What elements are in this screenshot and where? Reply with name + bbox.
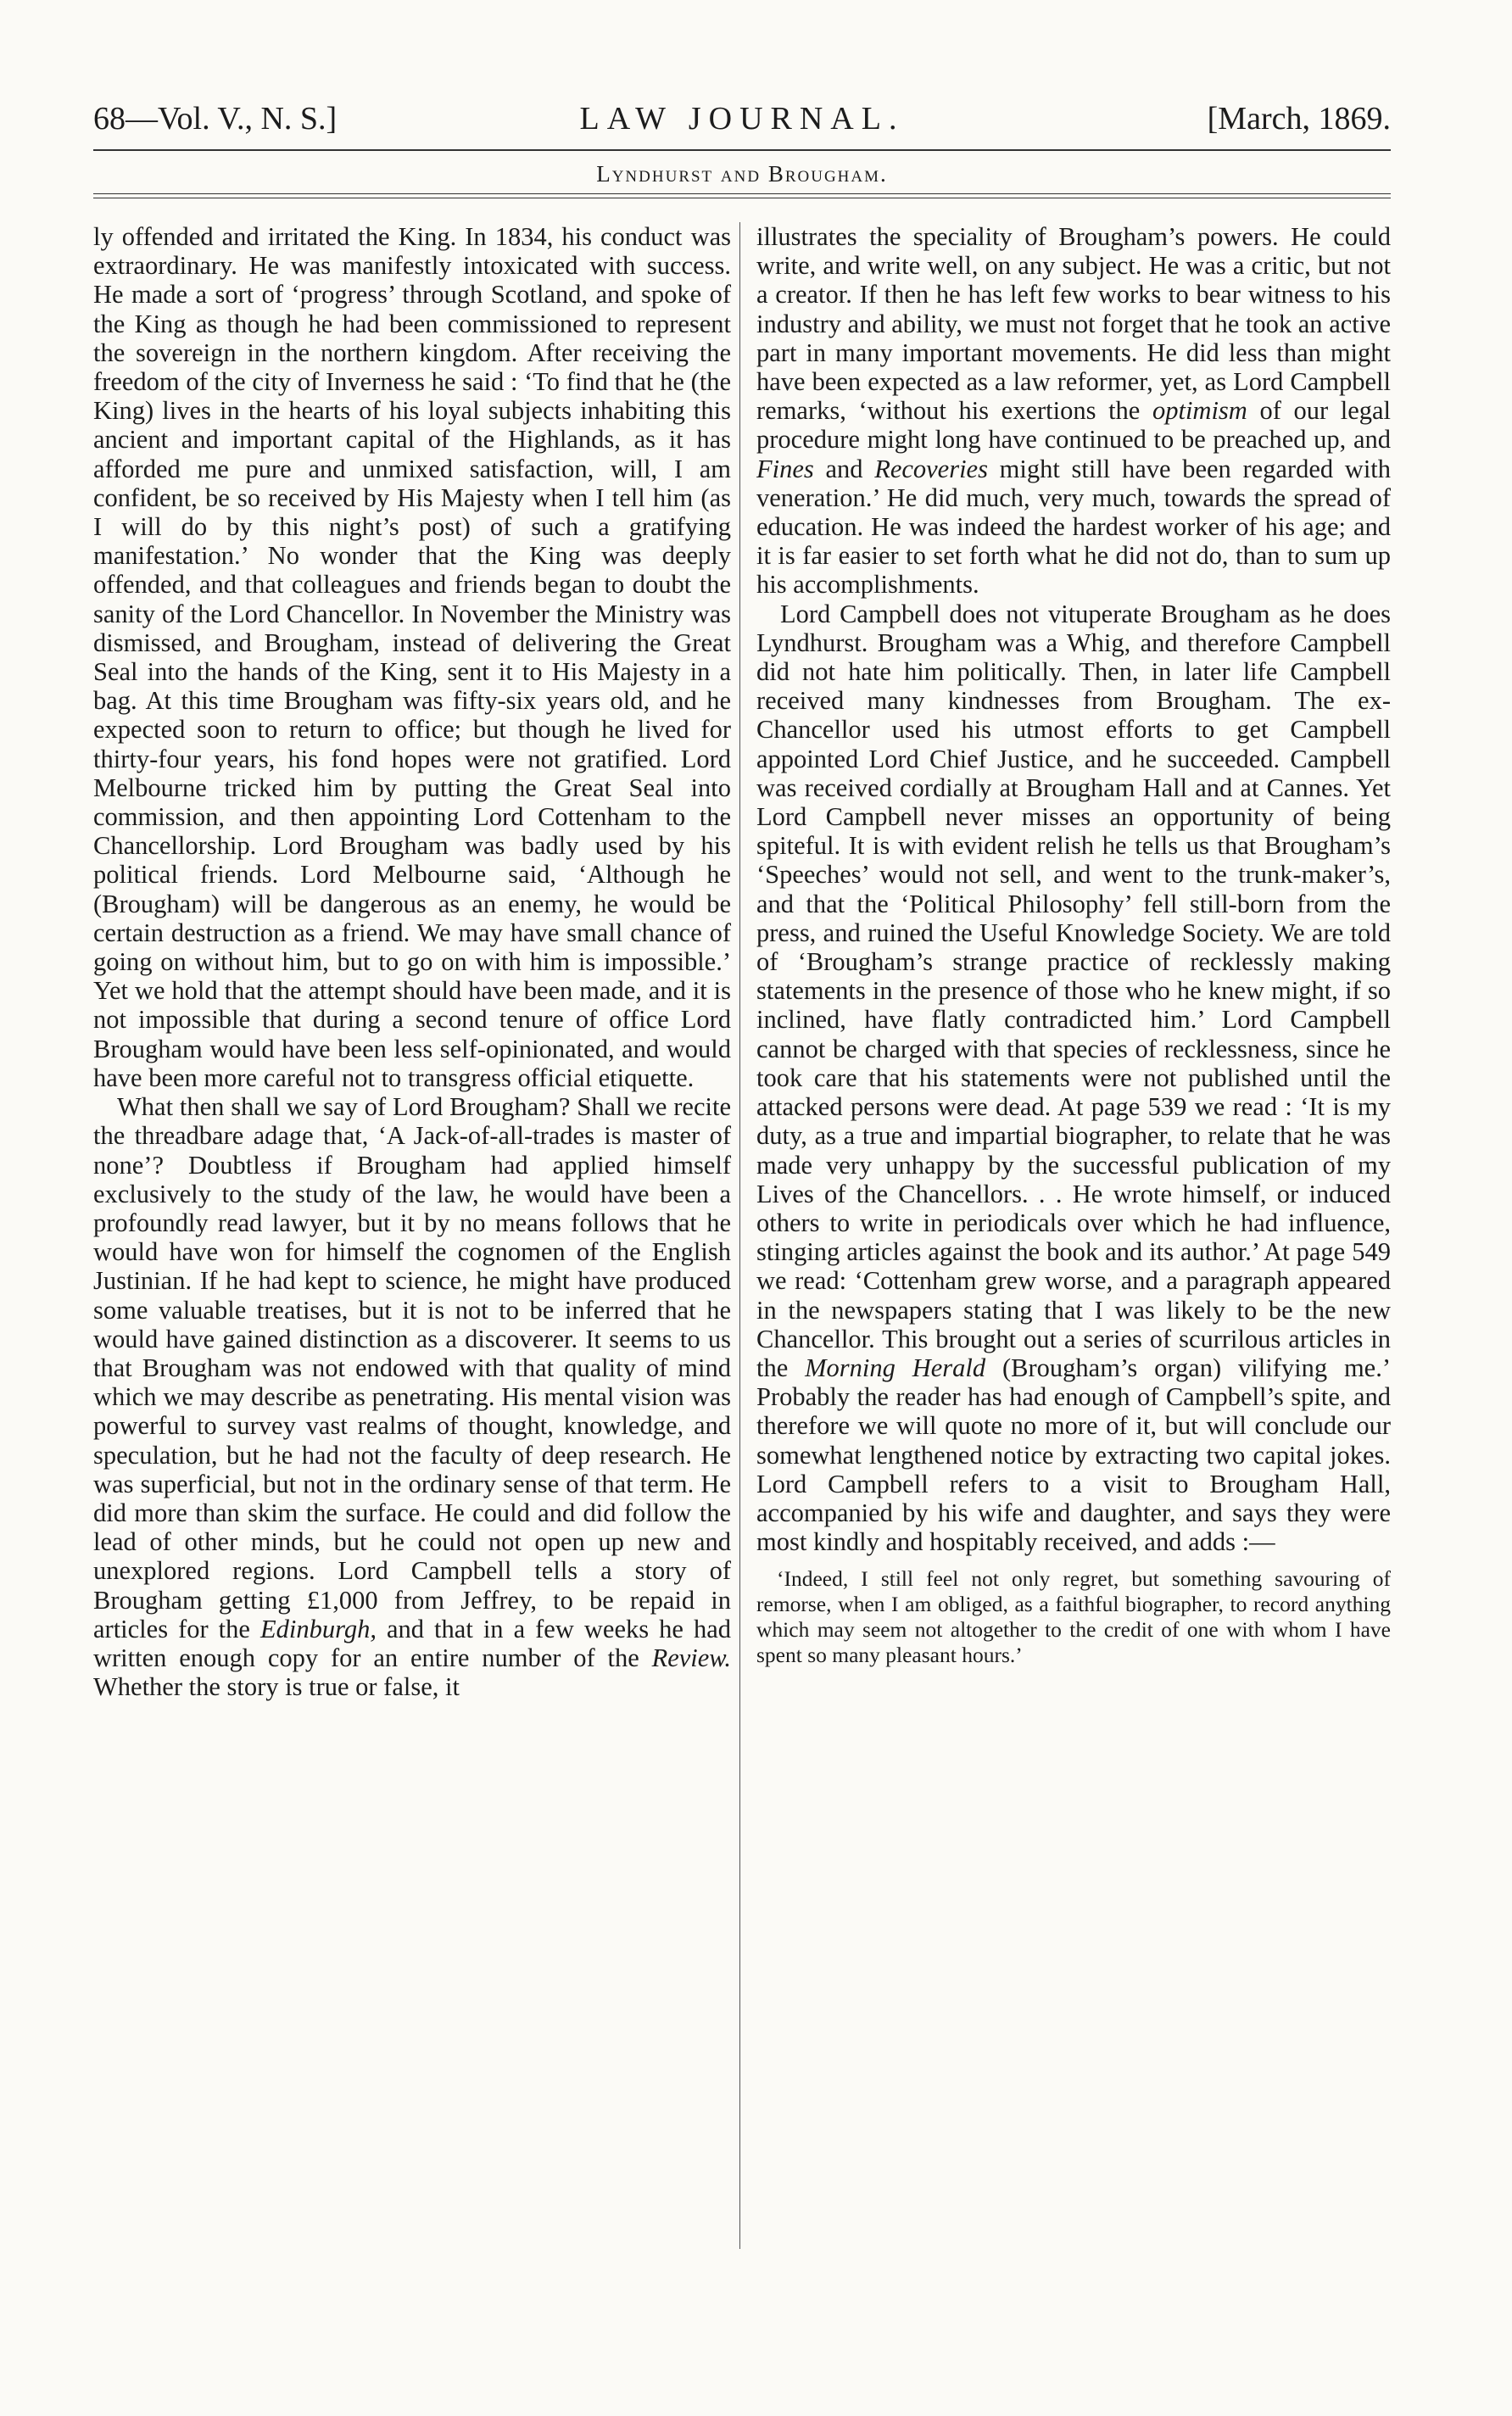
volume-info: 68—Vol. V., N. S.]: [93, 101, 338, 137]
left-column: [93, 222, 731, 1701]
block-quote: ‘Indeed, I still feel not only regret, but something savouring of remorse, when I am obliged, as a faithful biographer, to record anything which may seem not altogether to the credit of one with whom I have spent so many pleasant hours.’: [756, 1566, 1391, 1668]
paragraph: illustrates the speciality of Brougham’s powers. He could write, and write well, on any subject. He was a critic, but not a creator. If then he has left few works to bear witness to his industry and ability, we must not forget that he took an active part in many important movements. He did less than might have been expected as a law reformer, yet, as Lord Campbell remarks, ‘without his exertions the optimism of our legal procedure might long have continued to be preached up, and Fines and Recoveries might still have been regarded with veneration.’ He did much, very much, towards the spread of education. He was indeed the hardest worker of his age; and it is far easier to set forth what he did not do, than to sum up his accomplishments.: [756, 222, 1392, 600]
issue-date: [March, 1869.: [1207, 101, 1391, 137]
section-rule-top: [93, 193, 1391, 194]
header-rule: [93, 149, 1391, 151]
section-title: Lyndhurst and Brougham.: [596, 161, 888, 187]
paragraph: Lord Campbell does not vituperate Brougham as he does Lyndhurst. Brougham was a Whig, and therefore Campbell did not hate him politically. Then, in later life Campbell received many kindnesses from Brougham. The ex-Chancellor used his utmost efforts to get Campbell appointed Lord Chief Justice, and he succeeded. Campbell was received cordially at Brougham Hall and at Cannes. Yet Lord Campbell never misses an opportunity of being spiteful. It is with evident relish he tells us that Brougham’s ‘Speeches’ would not sell, and went to the trunk-maker’s, and that the ‘Political Philosophy’ fell still-born from the press, and ruined the Useful Knowledge Society. We are told of ‘Brougham’s strange practice of recklessly making statements in the presence of those who he knew might, if so inclined, have flatly contradicted him.’ Lord Campbell cannot be charged with that species of recklessness, since he took care that his statements were not published until the attacked persons were dead. At page 539 we read : ‘It is my duty, as a true and impartial biographer, to relate that he was made very unhappy by the successful publication of my Lives of the Chancellors. . . He wrote himself, or induced others to write in periodicals over which he had influence, stinging articles against the book and its author.’ At page 549 we read: ‘Cottenham grew worse, and a paragraph appeared in the newspapers stating that I was likely to be the new Chancellor. This brought out a series of scurrilous articles in the Morning Herald (Brougham’s organ) vilifying me.’ Probably the reader has had enough of Campbell’s spite, and therefore we will quote no more of it, but will conclude our somewhat lengthened notice by extracting two capital jokes. Lord Campbell refers to a visit to Brougham Hall, accompanied by his wife and daughter, and says they were most kindly and hospitably received, and adds :—: [756, 599, 1391, 1557]
paragraph: ly offended and irritated the King. In 1834, his conduct was extraordinary. He was manifestly intoxicated with success. He made a sort of ‘progress’ through Scotland, and spoke of the King as though he had been commissioned to represent the sovereign in the northern kingdom. After receiving the freedom of the city of Inverness he said : ‘To find that he (the King) lives in the hearts of his loyal subjects inhabiting this ancient and important capital of the Highlands, as it has afforded me pure and unmixed satisfaction, will, I am confident, be so received by His Majesty when I tell him (as I will do by this night’s post) of such a gratifying manifestation.’ No wonder that the King was deeply offended, and that colleagues and friends began to doubt the sanity of the Lord Chancellor. In November the Ministry was dismissed, and Brougham, instead of delivering the Great Seal into the hands of the King, sent it to His Majesty in a bag. At this time Brougham was fifty-six years old, and he expected soon to return to office; but though he lived for thirty-four years, his fond hopes were not gratified. Lord Melbourne tricked him by putting the Great Seal into commission, and then appointing Lord Cottenham to the Chancellorship. Lord Brougham was badly used by his political friends. Lord Melbourne said, ‘Although he (Brougham) will be dangerous as an enemy, he would be certain destruction as a friend. We may have small chance of going on without him, but to go on with him is impossible.’ Yet we hold that the attempt should have been made, and it is not impossible that during a second tenure of office Lord Brougham would have been less self-opinionated, and would have been more careful not to transgress official etiquette.: [93, 222, 731, 1092]
column-divider: [739, 222, 740, 2249]
paragraph: What then shall we say of Lord Brougham? Shall we recite the threadbare adage that, ‘A Jack-of-all-trades is master of none’? Doubtless if Brougham had applied himself exclusively to the study of the law, he would have been a profoundly read lawyer, but it by no means follows that he would have won for himself the cognomen of the English Justinian. If he had kept to science, he might have produced some valuable treatises, but it is not to be inferred that he would have gained distinction as a discoverer. It seems to us that Brougham was not endowed with that quality of mind which we may describe as penetrating. His mental vision was powerful to survey vast realms of thought, knowledge, and speculation, but he had not the faculty of deep research. He was superficial, but not in the ordinary sense of that term. He did more than skim the surface. He could and did follow the lead of other minds, but he could not open up new and unexplored regions. Lord Campbell tells a story of Brougham getting £1,000 from Jeffrey, to be repaid in articles for the Edinburgh, and that in a few weeks he had written enough copy for an entire number of the Review. Whether the story is true or false, it: [93, 1092, 732, 1702]
journal-title: LAW JOURNAL.: [579, 101, 905, 137]
running-header: [93, 100, 1391, 151]
right-column: [756, 222, 1391, 1668]
